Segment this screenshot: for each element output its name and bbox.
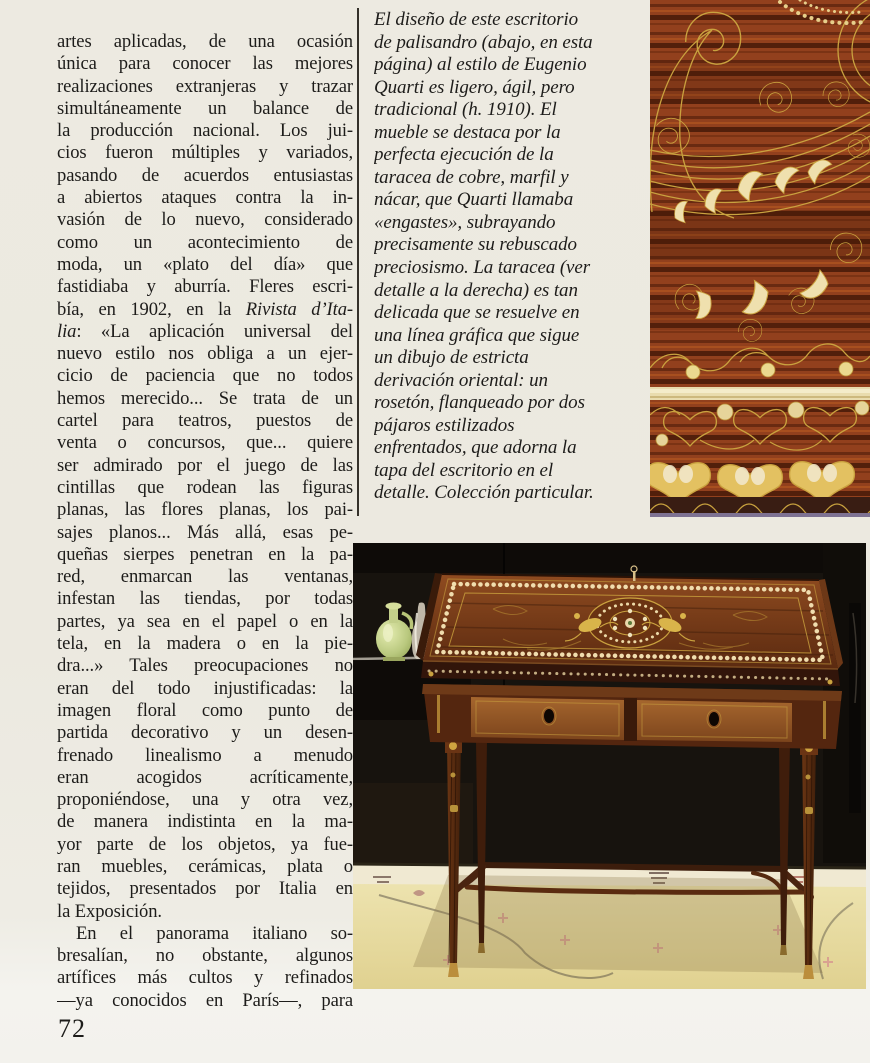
- text-line: perfecta ejecución de la: [374, 144, 554, 166]
- text-line: hemos merecido... Se trata de un: [57, 387, 353, 409]
- text-line: detalle. Colección particular.: [374, 482, 594, 504]
- desk-lid: [416, 566, 843, 686]
- text-line: frenado linealismo a menudo: [57, 744, 353, 766]
- text-line: rosetón, flanqueado por dos: [374, 392, 585, 414]
- text-line: derivación oriental: un: [374, 369, 548, 391]
- text-line: bía, en 1902, en la Rivista d’Ita-: [57, 298, 353, 320]
- desk-case: [422, 684, 842, 749]
- text-line: tapa del escritorio en el: [374, 459, 554, 481]
- text-line: El diseño de este escritorio: [374, 9, 579, 30]
- text-line: de palisandro (abajo, en esta: [374, 31, 593, 53]
- article-column: [57, 31, 353, 1012]
- text-line: sajes planos... Más allá, esas pe-: [57, 521, 353, 543]
- text-line: Quarti es ligero, ágil, pero: [374, 76, 575, 98]
- text-line: de manera indistinta en la ma-: [57, 811, 353, 833]
- text-line: un dibujo de estricta: [374, 347, 529, 369]
- text-line: página) al estilo de Eugenio: [374, 54, 587, 76]
- text-line: red, enmarcan las ventanas,: [57, 566, 353, 588]
- page-number: 72: [58, 1014, 86, 1043]
- text-line: eran del todo injustificadas: la: [57, 677, 353, 699]
- text-line: tradicional (h. 1910). El: [374, 99, 557, 121]
- text-line: cartel para teatros, puestos de: [57, 410, 353, 432]
- marquetry-photo: [650, 0, 870, 517]
- text-line: taracea de cobre, marfil y: [374, 166, 569, 188]
- text-line: —ya conocidos en París—, para: [57, 989, 353, 1011]
- text-line: eran acogidos acríticamente,: [57, 766, 353, 788]
- carpet: [353, 864, 866, 989]
- text-line: lia: «La aplicación universal del: [57, 320, 353, 342]
- marquetry-illustration: [650, 0, 870, 517]
- text-line: moda, un «plato del día» que: [57, 253, 353, 275]
- text-line: queñas sierpes penetran en la pa-: [57, 543, 353, 565]
- text-line: fastidiaba y aburría. Fleres escri-: [57, 276, 353, 298]
- caption-divider: [357, 8, 359, 516]
- text-line: cios fueron múltiples y variados,: [57, 142, 353, 164]
- text-line: imagen floral como punto de: [57, 699, 353, 721]
- left-keyhole: [544, 709, 554, 723]
- text-line: partida decorativo y un desen-: [57, 722, 353, 744]
- text-line: como un acontecimiento de: [57, 231, 353, 253]
- mother-of-pearl-band: [650, 387, 870, 400]
- text-line: una línea gráfica que sigue: [374, 324, 580, 346]
- text-line: ser admirado por el juego de las: [57, 454, 353, 476]
- text-line: pájaros estilizados: [374, 414, 515, 436]
- text-line: cicio de paciencia que no todos: [57, 365, 353, 387]
- text-line: En el panorama italiano so-: [76, 922, 353, 944]
- text-line: cintillas que rodean las figuras: [57, 476, 353, 498]
- text-line: «engastes», subrayando: [374, 211, 556, 233]
- text-line: precisamente su rebuscado: [374, 234, 577, 256]
- text-line: la Exposición.: [57, 900, 162, 922]
- text-line: vasión de lo nuevo, considerado: [57, 209, 353, 231]
- text-line: artífices más cultos y refinados: [57, 967, 353, 989]
- right-keyhole: [709, 712, 719, 726]
- desk-photo: [353, 543, 866, 989]
- text-line: yor parte de los objetos, ya fue-: [57, 833, 353, 855]
- text-line: la producción nacional. Los jui-: [57, 120, 353, 142]
- text-line: realizaciones extranjeras y trazar: [57, 75, 353, 97]
- text-line: única para conocer las mejores: [57, 53, 353, 75]
- text-line: bresalían, no obstante, algunos: [57, 945, 353, 967]
- text-line: preciosismo. La taracea (ver: [374, 257, 591, 279]
- desk-illustration: [353, 543, 866, 989]
- text-line: dra...» Tales preocupaciones no: [57, 655, 353, 677]
- text-line: ran muebles, cerámicas, plata o: [57, 855, 353, 877]
- text-line: delicada que se resuelve en: [374, 302, 580, 324]
- text-line: tejidos, presentados por Italia en: [57, 878, 353, 900]
- text-line: nácar, que Quarti llamaba: [374, 189, 574, 211]
- text-line: artes aplicadas, de una ocasión: [57, 31, 353, 52]
- text-line: venta o concursos, que... quiere: [57, 432, 353, 454]
- caption-block: [374, 9, 646, 505]
- text-line: enfrentados, que adorna la: [374, 437, 577, 459]
- text-line: partes, ya sea en el papel o en la: [57, 610, 353, 632]
- text-line: tela, en la madera o en la pie-: [57, 633, 353, 655]
- text-line: pasando de acuerdos entusiastas: [57, 164, 353, 186]
- text-line: detalle a la derecha) es tan: [374, 279, 578, 301]
- text-line: nuevo estilo nos obliga a un ejer-: [57, 343, 353, 365]
- text-line: a abiertos ataques contra la in-: [57, 187, 353, 209]
- text-line: mueble se destaca por la: [374, 121, 561, 143]
- text-line: planas, las flores planas, los pai-: [57, 499, 353, 521]
- text-line: proponiéndose, una y otra vez,: [57, 789, 353, 811]
- text-line: simultáneamente un balance de: [57, 97, 353, 119]
- text-line: infestan las tiendas, por todas: [57, 588, 353, 610]
